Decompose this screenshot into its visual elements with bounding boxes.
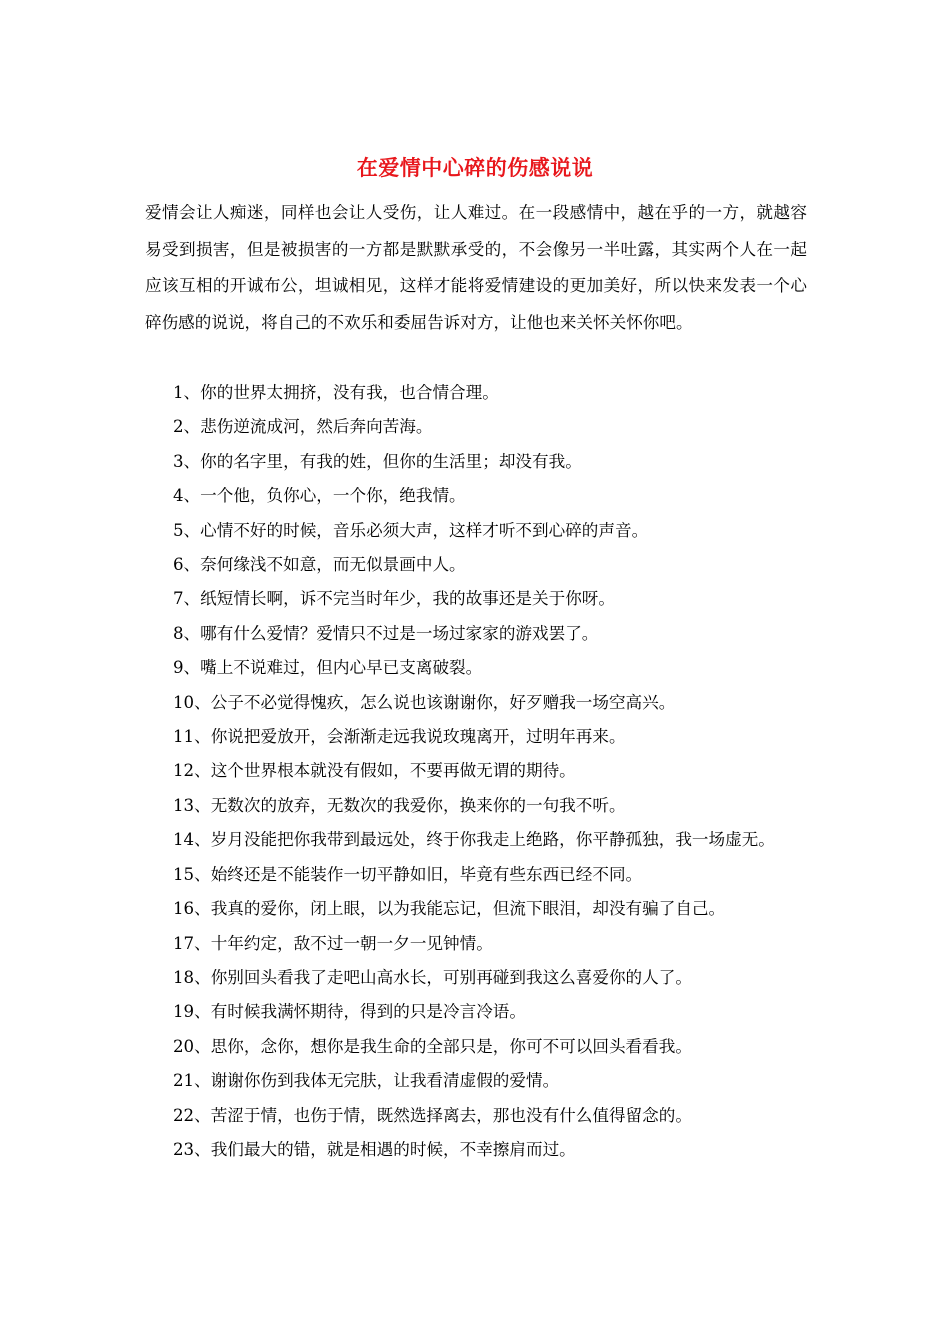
list-item: 18、你别回头看我了走吧山高水长，可别再碰到我这么喜爱你的人了。	[173, 967, 692, 987]
list-item: 16、我真的爱你，闭上眼，以为我能忘记，但流下眼泪，却没有骗了自己。	[173, 899, 726, 919]
list-item: 20、思你，念你，想你是我生命的全部只是，你可不可以回头看看我。	[173, 1036, 692, 1056]
list-item: 2、悲伤逆流成河，然后奔向苦海。	[173, 417, 433, 437]
list-item: 10、公子不必觉得愧疚，怎么说也该谢谢你，好歹赠我一场空高兴。	[173, 692, 676, 712]
list-item: 8、哪有什么爱情？爱情只不过是一场过家家的游戏罢了。	[173, 623, 599, 643]
list-item: 11、你说把爱放开，会渐渐走远我说玫瑰离开，过明年再来。	[173, 727, 626, 747]
list-item: 5、心情不好的时候，音乐必须大声，这样才听不到心碎的声音。	[173, 520, 649, 540]
list-item: 7、纸短情长啊，诉不完当时年少，我的故事还是关于你呀。	[173, 589, 615, 609]
list-item: 9、嘴上不说难过，但内心早已支离破裂。	[173, 658, 483, 678]
list-item: 22、苦涩于情，也伤于情，既然选择离去，那也没有什么值得留念的。	[173, 1105, 692, 1125]
list-item: 4、一个他，负你心，一个你，绝我情。	[173, 486, 466, 506]
list-item: 19、有时候我满怀期待，得到的只是冷言冷语。	[173, 1002, 526, 1022]
list-item: 12、这个世界根本就没有假如，不要再做无谓的期待。	[173, 761, 576, 781]
list-item: 6、奈何缘浅不如意，而无似景画中人。	[173, 555, 466, 575]
list-item: 14、岁月没能把你我带到最远处，终于你我走上绝路，你平静孤独，我一场虚无。	[173, 830, 775, 850]
page-title: 在爱情中心碎的伤感说说	[356, 155, 594, 180]
list-item: 17、十年约定，敌不过一朝一夕一见钟情。	[173, 933, 493, 953]
list-item: 3、你的名字里，有我的姓，但你的生活里；却没有我。	[173, 451, 582, 471]
list-item: 13、无数次的放弃，无数次的我爱你，换来你的一句我不听。	[173, 795, 626, 815]
list-item: 1、你的世界太拥挤，没有我，也合情合理。	[173, 383, 499, 402]
list-item: 23、我们最大的错，就是相遇的时候，不幸擦肩而过。	[173, 1139, 576, 1159]
list-item: 21、谢谢你伤到我体无完肤，让我看清虚假的爱情。	[173, 1071, 560, 1091]
list-item: 15、始终还是不能装作一切平静如旧，毕竟有些东西已经不同。	[173, 864, 643, 884]
quote-list	[145, 376, 807, 1167]
intro-paragraph: 爱情会让人痴迷，同样也会让人受伤，让人难过。在一段感情中，越在乎的一方，就越容易受到损害，但是被损害的一方都是默默承受的，不会像另一半吐露，其实两个人在一起应该互相的开诚布公，坦诚相见，这样才能将爱情建设的更加美好，所以快来发表一个心碎伤感的说说，将自己的不欢乐和委屈告诉对方，让他也来关怀关怀你吧。	[145, 203, 807, 332]
